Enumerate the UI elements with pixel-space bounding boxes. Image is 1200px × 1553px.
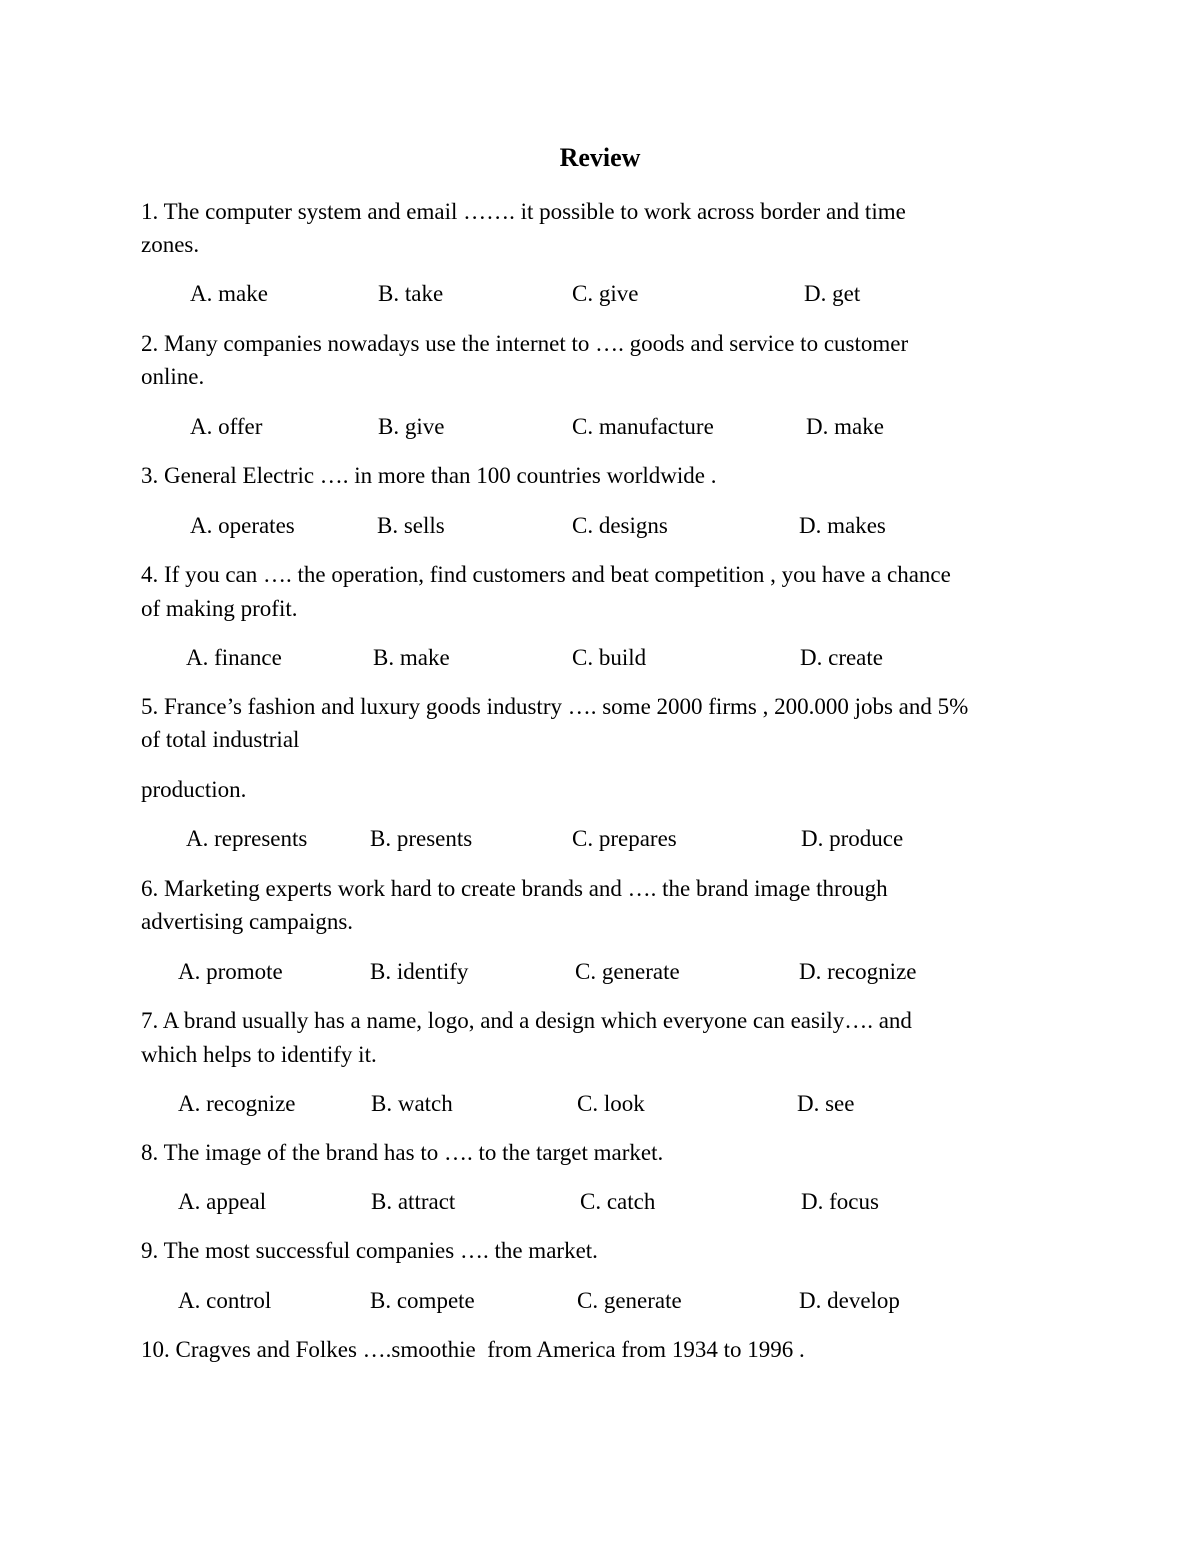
question-4-option-b: B. make [373, 645, 450, 670]
question-2-stem-line-1: 2. Many companies nowadays use the internet to …. goods and service to customer [141, 331, 909, 356]
question-6-option-a: A. promote [178, 959, 283, 984]
question-7-stem-line-1: 7. A brand usually has a name, logo, and a design which everyone can easily…. and [141, 1008, 912, 1033]
question-1-option-d: D. get [804, 281, 861, 306]
question-5-stem-line-1: 5. France’s fashion and luxury goods industry …. some 2000 firms , 200.000 jobs and 5% [141, 694, 969, 719]
question-1-option-b: B. take [378, 281, 444, 306]
question-9-stem-line-1: 9. The most successful companies …. the market. [141, 1238, 598, 1263]
question-7-option-c: C. look [577, 1091, 645, 1116]
question-6-option-c: C. generate [575, 959, 680, 984]
question-2-option-b: B. give [378, 414, 445, 439]
question-3-option-a: A. operates [190, 513, 295, 538]
question-3-option-b: B. sells [377, 513, 445, 538]
question-6-option-b: B. identify [370, 959, 469, 984]
question-7-option-b: B. watch [371, 1091, 453, 1116]
question-6-option-d: D. recognize [799, 959, 917, 984]
question-2-stem-line-2: online. [141, 364, 205, 389]
question-4-stem-line-1: 4. If you can …. the operation, find customers and beat competition , you have a chance [141, 562, 951, 587]
question-5-option-b: B. presents [370, 826, 473, 851]
question-9-option-a: A. control [178, 1288, 272, 1313]
question-9-option-d: D. develop [799, 1288, 900, 1313]
question-9-option-c: C. generate [577, 1288, 682, 1313]
question-2-option-d: D. make [806, 414, 884, 439]
question-2-option-c: C. manufacture [572, 414, 714, 439]
question-3-stem-line-1: 3. General Electric …. in more than 100 countries worldwide . [141, 463, 717, 488]
question-7-stem-line-2: which helps to identify it. [141, 1042, 377, 1067]
question-8-option-c: C. catch [580, 1189, 656, 1214]
question-3-option-c: C. designs [572, 513, 668, 538]
question-4-option-a: A. finance [186, 645, 282, 670]
question-4-option-d: D. create [800, 645, 883, 670]
question-8-option-a: A. appeal [178, 1189, 267, 1214]
question-1-stem-line-1: 1. The computer system and email ……. it possible to work across border and time [141, 199, 906, 224]
question-5-stem-line-3: production. [141, 777, 247, 802]
question-1-stem-line-2: zones. [141, 232, 200, 257]
question-5-option-c: C. prepares [572, 826, 677, 851]
question-8-stem-line-1: 8. The image of the brand has to …. to the target market. [141, 1140, 664, 1165]
question-10-stem-line-1: 10. Cragves and Folkes ….smoothie from America from 1934 to 1996 . [141, 1337, 805, 1362]
question-9-option-b: B. compete [370, 1288, 475, 1313]
question-5-option-a: A. represents [186, 826, 308, 851]
question-2-option-a: A. offer [190, 414, 263, 439]
question-3-option-d: D. makes [799, 513, 886, 538]
question-4-option-c: C. build [572, 645, 647, 670]
question-8-option-b: B. attract [371, 1189, 456, 1214]
question-1-option-a: A. make [190, 281, 268, 306]
page-title: Review [559, 143, 641, 172]
question-7-option-a: A. recognize [178, 1091, 296, 1116]
question-5-option-d: D. produce [801, 826, 904, 851]
question-6-stem-line-2: advertising campaigns. [141, 909, 354, 934]
question-4-stem-line-2: of making profit. [141, 596, 298, 621]
question-5-stem-line-2: of total industrial [141, 727, 300, 752]
question-1-option-c: C. give [572, 281, 639, 306]
question-8-option-d: D. focus [801, 1189, 879, 1214]
question-6-stem-line-1: 6. Marketing experts work hard to create brands and …. the brand image through [141, 876, 888, 901]
question-7-option-d: D. see [797, 1091, 855, 1116]
